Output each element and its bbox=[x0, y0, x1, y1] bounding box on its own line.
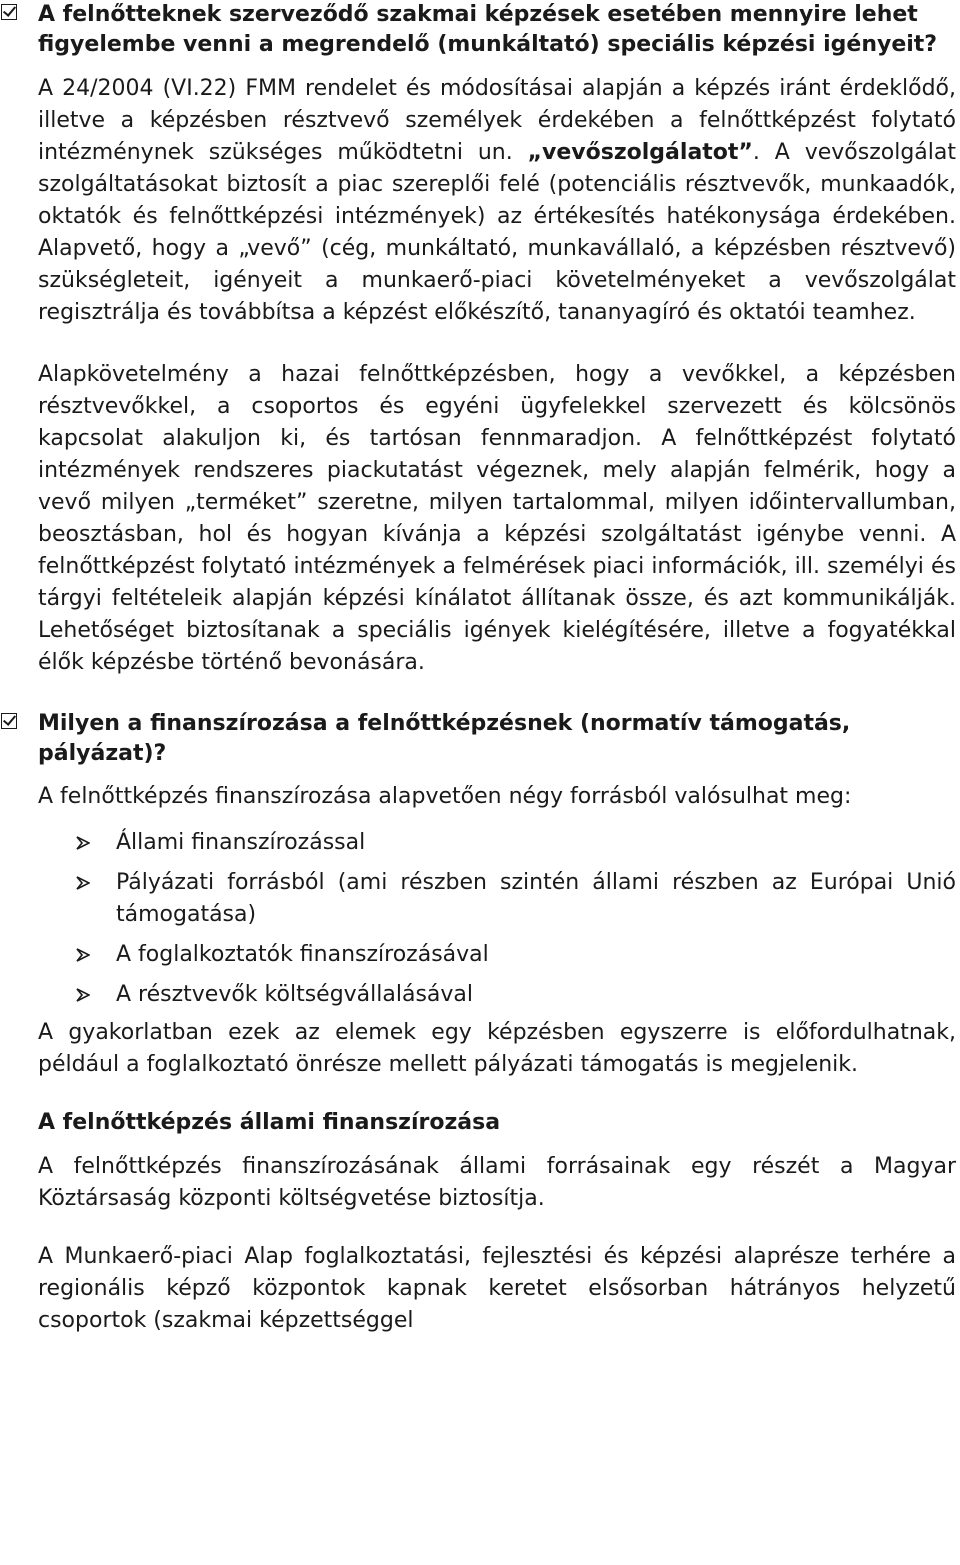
paragraph-text: . A vevőszolgálat szolgáltatásokat biztosít a piac szereplői felé (potenciális résztvevők, munkaadók, oktatók és felnőttképzési intézmények) az értékesítés hatékonysága érdekében. Alapvető, hogy a „vevő” (cég, munkáltató, munkavállaló, a képzésben résztvevő) szükségleteit, igényeit a munkaerő-piaci követelményeket a vevőszolgálat regisztrálja és továbbítsa a képzést előkészítő, tananyagíró és oktatói teamhez. bbox=[38, 140, 956, 325]
arrowhead-bullet-icon bbox=[76, 988, 90, 1002]
list-item bbox=[116, 867, 956, 931]
section-heading-state-financing: A felnőttképzés állami finanszírozása bbox=[38, 1110, 501, 1135]
arrowhead-bullet-icon bbox=[76, 836, 90, 850]
list-item-text: A foglalkoztatók finanszírozásával bbox=[116, 942, 489, 967]
paragraph-labour-market-fund: A Munkaerő-piaci Alap foglalkoztatási, fejlesztési és képzési alaprésze terhére a regionális képző központok kapnak keretet elsősorban hátrányos helyzetű csoportok (szakmai képzettséggel bbox=[38, 1244, 956, 1333]
checkbox-checked-icon bbox=[1, 713, 17, 729]
question-heading-text: A felnőtteknek szerveződő szakmai képzések esetében mennyire lehet figyelembe venni a megrendelő (munkáltató) speciális képzési igényeit? bbox=[38, 2, 938, 57]
paragraph-state-budget: A felnőttképzés finanszírozásának állami forrásainak egy részét a Magyar Köztársaság központi költségvetése biztosítja. bbox=[38, 1154, 956, 1211]
arrowhead-bullet-icon bbox=[76, 948, 90, 962]
paragraph-text: A 24/2004 (VI.22) FMM rendelet és módosításai alapján a képzés iránt érdeklődő, illetve a képzésben résztvevő személyek érdekében a felnőttképzést folytató intézménynek szükséges működtetni un. bbox=[38, 76, 956, 165]
paragraph-basic-requirement: Alapkövetelmény a hazai felnőttképzésben, hogy a vevőkkel, a képzésben résztvevőkkel, a csoportos és egyéni ügyfelekkel szervezett és kölcsönös kapcsolat alakuljon ki, és tartósan fennmaradjon. A felnőttképzést folytató intézmények rendszeres piackutatást végeznek, mely alapján felmérik, hogy a vevő milyen „terméket” szeretne, milyen tartalommal, milyen időintervallumban, beosztásban, hol és hogyan kívánja a képzési szolgáltatást igénybe venni. A felnőttképzést folytató intézmények a felmérések piaci információk, ill. személyi és tárgyi feltételeik alapján képzési kínálatot állítanak össze, és azt kommunikálják. Lehetőséget biztosítanak a speciális igények kielégítésére, illetve a fogyatékkal élők képzésbe történő bevonására. bbox=[38, 362, 956, 675]
question-heading-special-needs bbox=[38, 0, 956, 60]
paragraph-customer-service bbox=[38, 73, 956, 329]
paragraph-financing-intro: A felnőttképzés finanszírozása alapvetően négy forrásból valósulhat meg: bbox=[38, 784, 852, 809]
list-item bbox=[116, 979, 956, 1011]
bold-term-vevoszolgalat: „vevőszolgálatot” bbox=[527, 140, 753, 165]
question-heading-financing bbox=[38, 709, 956, 769]
paragraph-financing-practice: A gyakorlatban ezek az elemek egy képzésben egyszerre is előfordulhatnak, például a foglalkoztató önrésze mellett pályázati támogatás is megjelenik. bbox=[38, 1020, 956, 1077]
list-item bbox=[116, 939, 956, 971]
arrowhead-bullet-icon bbox=[76, 876, 90, 890]
question-heading-text: Milyen a finanszírozása a felnőttképzésnek (normatív támogatás, pályázat)? bbox=[38, 711, 851, 766]
checkbox-checked-icon bbox=[1, 4, 17, 20]
financing-sources-list bbox=[38, 827, 956, 1011]
list-item bbox=[116, 827, 956, 859]
list-item-text: Pályázati forrásból (ami részben szintén állami részben az Európai Unió támogatása) bbox=[116, 870, 956, 927]
list-item-text: A résztvevők költségvállalásával bbox=[116, 982, 474, 1007]
list-item-text: Állami finanszírozással bbox=[116, 830, 366, 855]
